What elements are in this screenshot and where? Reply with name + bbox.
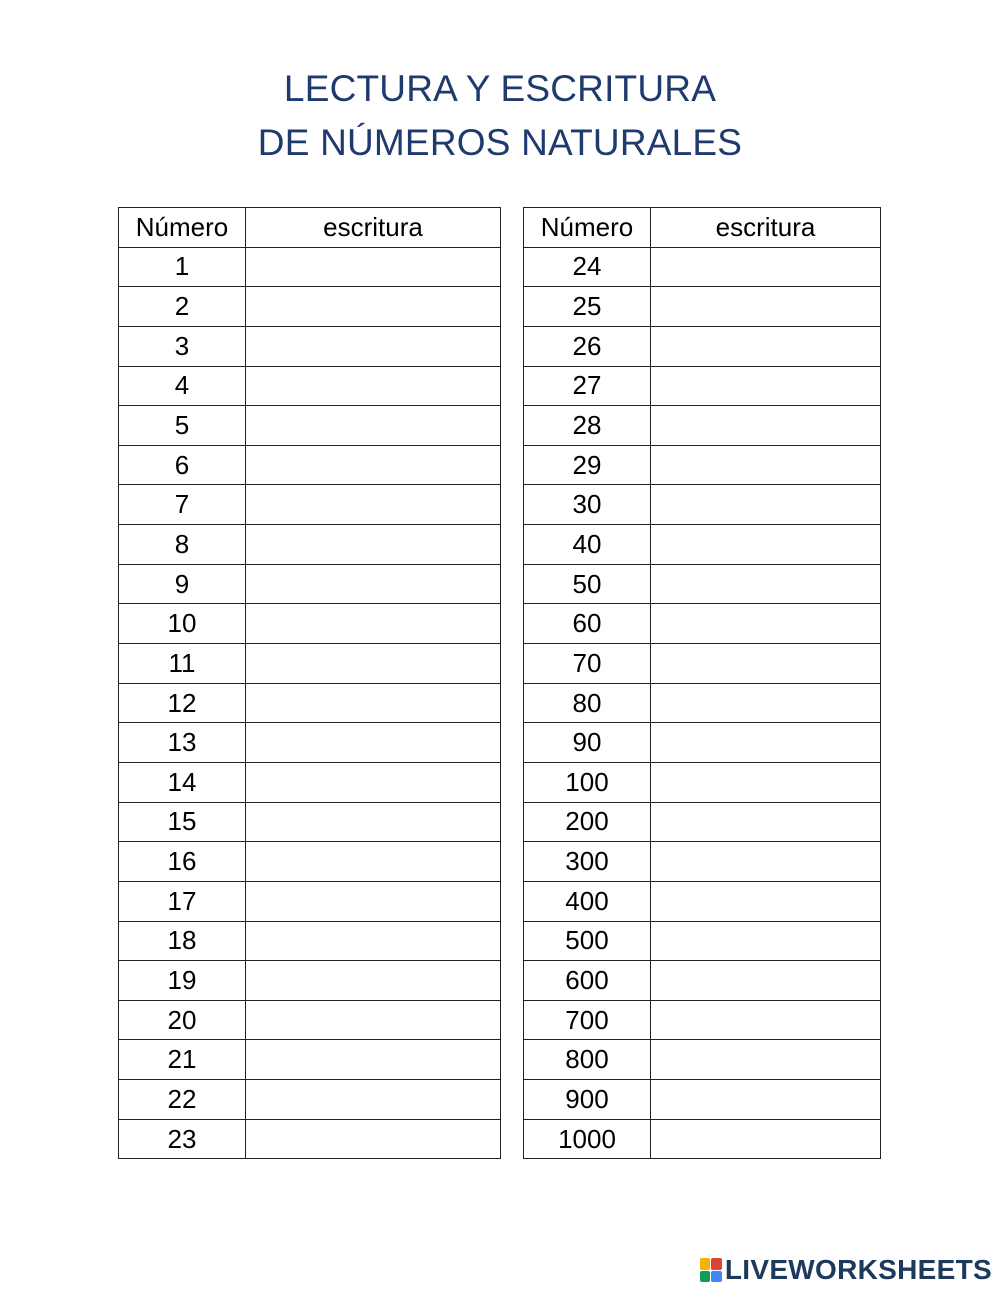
table-row bbox=[524, 326, 881, 366]
table-row bbox=[119, 1000, 501, 1040]
number-cell: 28 bbox=[524, 406, 651, 446]
escritura-answer-cell[interactable] bbox=[651, 604, 881, 644]
number-cell: 700 bbox=[524, 1000, 651, 1040]
escritura-answer-cell[interactable] bbox=[246, 723, 501, 763]
number-cell: 100 bbox=[524, 762, 651, 802]
number-cell: 30 bbox=[524, 485, 651, 525]
table-row bbox=[119, 921, 501, 961]
table-row bbox=[119, 485, 501, 525]
number-cell: 15 bbox=[119, 802, 246, 842]
escritura-answer-cell[interactable] bbox=[651, 1000, 881, 1040]
escritura-answer-cell[interactable] bbox=[651, 247, 881, 287]
escritura-answer-cell[interactable] bbox=[246, 366, 501, 406]
number-cell: 20 bbox=[119, 1000, 246, 1040]
numbers-table-right bbox=[523, 207, 881, 1159]
number-cell: 400 bbox=[524, 881, 651, 921]
table-row bbox=[119, 723, 501, 763]
number-cell: 12 bbox=[119, 683, 246, 723]
table-row bbox=[119, 644, 501, 684]
table-row bbox=[524, 644, 881, 684]
escritura-answer-cell[interactable] bbox=[651, 1080, 881, 1120]
escritura-answer-cell[interactable] bbox=[246, 564, 501, 604]
escritura-answer-cell[interactable] bbox=[246, 1040, 501, 1080]
escritura-answer-cell[interactable] bbox=[246, 881, 501, 921]
number-cell: 25 bbox=[524, 287, 651, 327]
table-row bbox=[119, 1119, 501, 1159]
table-row bbox=[524, 604, 881, 644]
number-cell: 300 bbox=[524, 842, 651, 882]
escritura-answer-cell[interactable] bbox=[651, 287, 881, 327]
number-cell: 18 bbox=[119, 921, 246, 961]
table-row bbox=[524, 921, 881, 961]
escritura-answer-cell[interactable] bbox=[651, 1040, 881, 1080]
number-cell: 2 bbox=[119, 287, 246, 327]
escritura-answer-cell[interactable] bbox=[246, 247, 501, 287]
title-line-2: DE NÚMEROS NATURALES bbox=[257, 122, 743, 163]
escritura-answer-cell[interactable] bbox=[246, 445, 501, 485]
table-row bbox=[119, 1040, 501, 1080]
number-cell: 70 bbox=[524, 644, 651, 684]
escritura-answer-cell[interactable] bbox=[246, 1080, 501, 1120]
table-row bbox=[524, 445, 881, 485]
table-row bbox=[119, 406, 501, 446]
liveworksheets-logo bbox=[700, 1253, 992, 1287]
number-cell: 26 bbox=[524, 326, 651, 366]
logo-square bbox=[711, 1258, 722, 1270]
escritura-answer-cell[interactable] bbox=[651, 802, 881, 842]
number-cell: 11 bbox=[119, 644, 246, 684]
number-cell: 13 bbox=[119, 723, 246, 763]
escritura-answer-cell[interactable] bbox=[651, 1119, 881, 1159]
escritura-answer-cell[interactable] bbox=[651, 445, 881, 485]
table-row bbox=[524, 1119, 881, 1159]
escritura-answer-cell[interactable] bbox=[246, 326, 501, 366]
number-cell: 6 bbox=[119, 445, 246, 485]
table-row bbox=[524, 564, 881, 604]
escritura-answer-cell[interactable] bbox=[651, 921, 881, 961]
escritura-answer-cell[interactable] bbox=[651, 564, 881, 604]
number-cell: 24 bbox=[524, 247, 651, 287]
number-cell: 600 bbox=[524, 961, 651, 1001]
number-cell: 19 bbox=[119, 961, 246, 1001]
table-row bbox=[524, 406, 881, 446]
number-cell: 3 bbox=[119, 326, 246, 366]
escritura-answer-cell[interactable] bbox=[246, 921, 501, 961]
table-row bbox=[119, 762, 501, 802]
table-row bbox=[119, 842, 501, 882]
page-title bbox=[0, 62, 1000, 170]
number-cell: 29 bbox=[524, 445, 651, 485]
escritura-answer-cell[interactable] bbox=[651, 842, 881, 882]
liveworksheets-logo-icon bbox=[700, 1258, 722, 1282]
number-cell: 50 bbox=[524, 564, 651, 604]
table-row bbox=[524, 1040, 881, 1080]
table-row bbox=[119, 287, 501, 327]
escritura-answer-cell[interactable] bbox=[246, 287, 501, 327]
number-cell: 200 bbox=[524, 802, 651, 842]
table-row bbox=[119, 604, 501, 644]
escritura-answer-cell[interactable] bbox=[651, 525, 881, 565]
number-cell: 5 bbox=[119, 406, 246, 446]
number-cell: 900 bbox=[524, 1080, 651, 1120]
number-cell: 4 bbox=[119, 366, 246, 406]
escritura-answer-cell[interactable] bbox=[651, 881, 881, 921]
escritura-answer-cell[interactable] bbox=[651, 762, 881, 802]
table-row bbox=[119, 366, 501, 406]
escritura-answer-cell[interactable] bbox=[246, 525, 501, 565]
number-cell: 22 bbox=[119, 1080, 246, 1120]
number-cell: 500 bbox=[524, 921, 651, 961]
table-row bbox=[524, 802, 881, 842]
table-row bbox=[524, 961, 881, 1001]
escritura-answer-cell[interactable] bbox=[246, 683, 501, 723]
number-cell: 23 bbox=[119, 1119, 246, 1159]
table-row bbox=[119, 881, 501, 921]
table-row bbox=[524, 366, 881, 406]
number-cell: 80 bbox=[524, 683, 651, 723]
escritura-answer-cell[interactable] bbox=[246, 1119, 501, 1159]
table-row bbox=[524, 1000, 881, 1040]
table-row bbox=[524, 723, 881, 763]
table-row bbox=[524, 842, 881, 882]
table-row bbox=[119, 564, 501, 604]
table-row bbox=[524, 881, 881, 921]
liveworksheets-brand-text: LIVEWORKSHEETS bbox=[724, 1254, 992, 1285]
table-row bbox=[524, 247, 881, 287]
table-row bbox=[524, 683, 881, 723]
table-row bbox=[524, 485, 881, 525]
escritura-answer-cell[interactable] bbox=[246, 604, 501, 644]
escritura-answer-cell[interactable] bbox=[651, 644, 881, 684]
escritura-answer-cell[interactable] bbox=[246, 762, 501, 802]
number-cell: 16 bbox=[119, 842, 246, 882]
numbers-table-left bbox=[118, 207, 501, 1159]
escritura-answer-cell[interactable] bbox=[246, 802, 501, 842]
title-line-1: LECTURA Y ESCRITURA bbox=[283, 68, 717, 109]
number-cell: 60 bbox=[524, 604, 651, 644]
table-row bbox=[119, 326, 501, 366]
number-cell: 8 bbox=[119, 525, 246, 565]
table-row bbox=[524, 287, 881, 327]
escritura-answer-cell[interactable] bbox=[246, 842, 501, 882]
escritura-answer-cell[interactable] bbox=[246, 644, 501, 684]
column-header-escritura: escritura bbox=[246, 208, 501, 248]
escritura-answer-cell[interactable] bbox=[246, 961, 501, 1001]
number-cell: 800 bbox=[524, 1040, 651, 1080]
table-row bbox=[119, 247, 501, 287]
number-cell: 17 bbox=[119, 881, 246, 921]
logo-square bbox=[700, 1258, 711, 1270]
number-cell: 21 bbox=[119, 1040, 246, 1080]
escritura-answer-cell[interactable] bbox=[651, 366, 881, 406]
escritura-answer-cell[interactable] bbox=[246, 406, 501, 446]
table-row bbox=[119, 1080, 501, 1120]
number-cell: 7 bbox=[119, 485, 246, 525]
escritura-answer-cell[interactable] bbox=[651, 961, 881, 1001]
number-cell: 27 bbox=[524, 366, 651, 406]
table-row bbox=[524, 525, 881, 565]
table-row bbox=[119, 802, 501, 842]
number-cell: 14 bbox=[119, 762, 246, 802]
table-row bbox=[119, 525, 501, 565]
number-cell: 9 bbox=[119, 564, 246, 604]
number-cell: 40 bbox=[524, 525, 651, 565]
column-header-numero: Número bbox=[119, 208, 246, 248]
escritura-answer-cell[interactable] bbox=[246, 1000, 501, 1040]
table-header-row bbox=[524, 208, 881, 248]
column-header-escritura: escritura bbox=[651, 208, 881, 248]
number-cell: 90 bbox=[524, 723, 651, 763]
logo-square bbox=[700, 1271, 711, 1283]
escritura-answer-cell[interactable] bbox=[651, 326, 881, 366]
logo-square bbox=[711, 1271, 722, 1283]
escritura-answer-cell[interactable] bbox=[651, 485, 881, 525]
column-header-numero: Número bbox=[524, 208, 651, 248]
table-row bbox=[119, 445, 501, 485]
escritura-answer-cell[interactable] bbox=[651, 723, 881, 763]
table-row bbox=[119, 683, 501, 723]
table-row bbox=[524, 762, 881, 802]
escritura-answer-cell[interactable] bbox=[651, 683, 881, 723]
table-header-row bbox=[119, 208, 501, 248]
number-cell: 1000 bbox=[524, 1119, 651, 1159]
table-row bbox=[119, 961, 501, 1001]
table-row bbox=[524, 1080, 881, 1120]
escritura-answer-cell[interactable] bbox=[651, 406, 881, 446]
number-cell: 1 bbox=[119, 247, 246, 287]
number-cell: 10 bbox=[119, 604, 246, 644]
escritura-answer-cell[interactable] bbox=[246, 485, 501, 525]
